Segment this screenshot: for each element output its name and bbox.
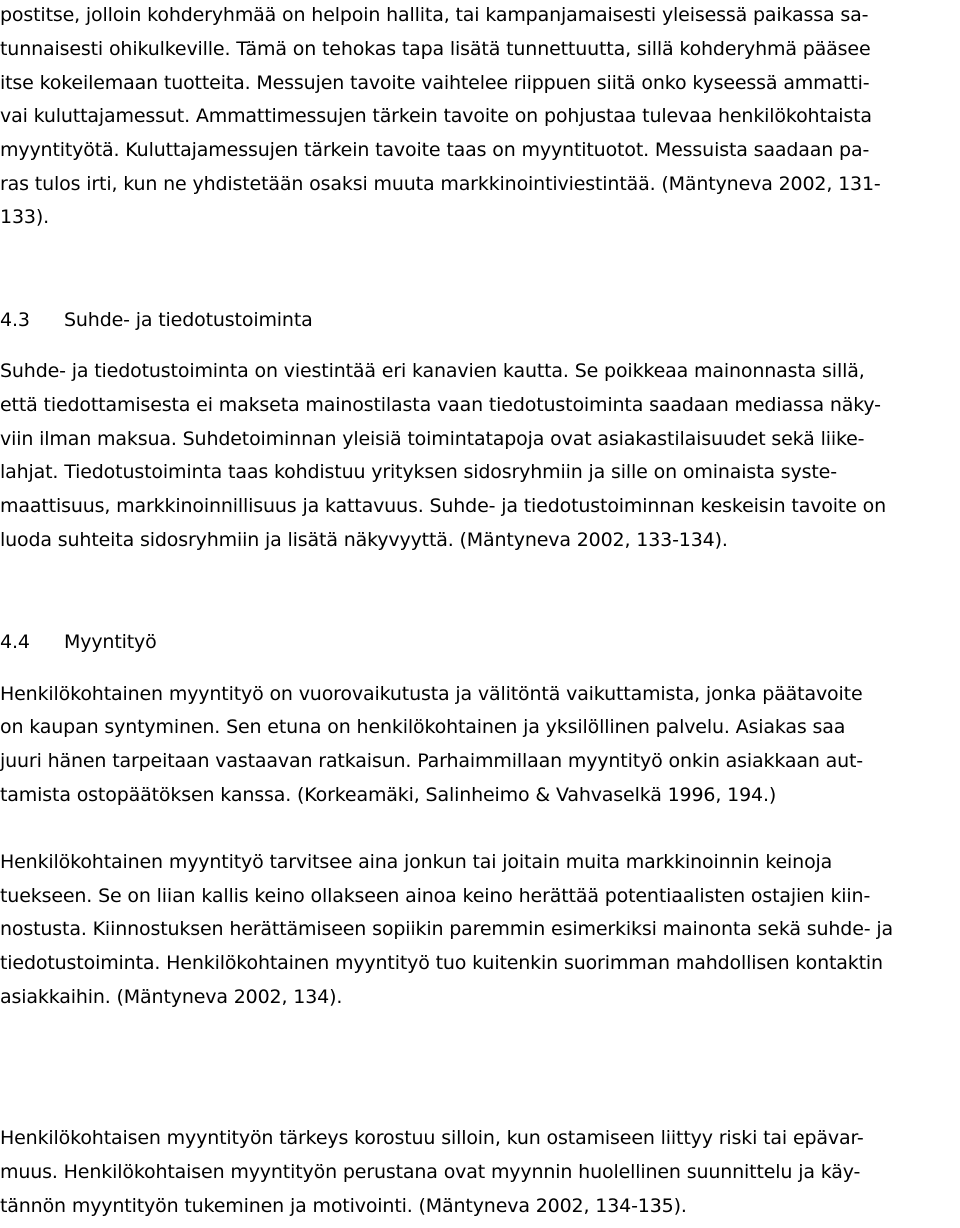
text-line: että tiedottamisesta ei makseta mainostilasta vaan tiedotustoiminta saadaan mediassa näky- [0, 394, 881, 416]
text-line: maattisuus, markkinoinnillisuus ja kattavuus. Suhde- ja tiedotustoiminnan keskeisin tavoite on [0, 495, 887, 517]
text-line: Henkilökohtaisen myyntityön tärkeys korostuu silloin, kun ostamiseen liittyy riski tai epävar- [0, 1127, 864, 1149]
text-line: tunnaisesti ohikulkeville. Tämä on tehokas tapa lisätä tunnettuutta, sillä kohderyhmä pääsee [0, 38, 871, 60]
text-line: tamista ostopäätöksen kanssa. (Korkeamäki, Salinheimo & Vahvaselkä 1996, 194.) [0, 784, 777, 806]
text-line: tännön myyntityön tukeminen ja motivointi. (Mäntyneva 2002, 134-135). [0, 1195, 687, 1217]
text-line: 133). [0, 206, 49, 228]
section-title: Myyntityö [64, 631, 157, 653]
section-number: 4.3 [0, 309, 30, 331]
text-line: tiedotustoiminta. Henkilökohtainen myyntityö tuo kuitenkin suorimman mahdollisen kontaktin [0, 952, 883, 974]
section-heading [0, 630, 157, 654]
section-title: Suhde- ja tiedotustoiminta [64, 309, 313, 331]
text-line: Henkilökohtainen myyntityö tarvitsee aina jonkun tai joitain muita markkinoinnin keinoja [0, 851, 833, 873]
section-number: 4.4 [0, 631, 30, 653]
text-line: ras tulos irti, kun ne yhdistetään osaksi muuta markkinointiviestintää. (Mäntyneva 2002, 131- [0, 173, 881, 195]
text-line: postitse, jolloin kohderyhmää on helpoin hallita, tai kampanjamaisesti yleisessä paikassa sa- [0, 4, 869, 26]
text-line: myyntityötä. Kuluttajamessujen tärkein tavoite taas on myyntituotot. Messuista saadaan pa- [0, 139, 870, 161]
text-line: tuekseen. Se on liian kallis keino ollakseen ainoa keino herättää potentiaalisten ostajien kiin- [0, 885, 871, 907]
section-heading [0, 308, 313, 332]
text-line: nostusta. Kiinnostuksen herättämiseen sopiikin paremmin esimerkiksi mainonta sekä suhde- ja [0, 918, 893, 940]
text-line: asiakkaihin. (Mäntyneva 2002, 134). [0, 986, 343, 1008]
text-line: luoda suhteita sidosryhmiin ja lisätä näkyvyyttä. (Mäntyneva 2002, 133-134). [0, 529, 728, 551]
text-line: lahjat. Tiedotustoiminta taas kohdistuu yrityksen sidosryhmiin ja sille on ominaista syste- [0, 461, 837, 483]
text-line: vai kuluttajamessut. Ammattimessujen tärkein tavoite on pohjustaa tulevaa henkilökohtaista [0, 105, 872, 127]
text-line: Henkilökohtainen myyntityö on vuorovaikutusta ja välitöntä vaikuttamista, jonka päätavoite [0, 683, 863, 705]
text-line: itse kokeilemaan tuotteita. Messujen tavoite vaihtelee riippuen siitä onko kyseessä ammatti- [0, 72, 870, 94]
text-line: muus. Henkilökohtaisen myyntityön perustana ovat myynnin huolellinen suunnittelu ja käy- [0, 1161, 861, 1183]
text-line: juuri hänen tarpeitaan vastaavan ratkaisun. Parhaimmillaan myyntityö onkin asiakkaan aut- [0, 750, 863, 772]
text-line: on kaupan syntyminen. Sen etuna on henkilökohtainen ja yksilöllinen palvelu. Asiakas saa [0, 716, 846, 738]
text-line: viin ilman maksua. Suhdetoiminnan yleisiä toimintatapoja ovat asiakastilaisuudet sekä liike- [0, 428, 865, 450]
text-line: Suhde- ja tiedotustoiminta on viestintää eri kanavien kautta. Se poikkeaa mainonnasta sillä, [0, 360, 865, 382]
